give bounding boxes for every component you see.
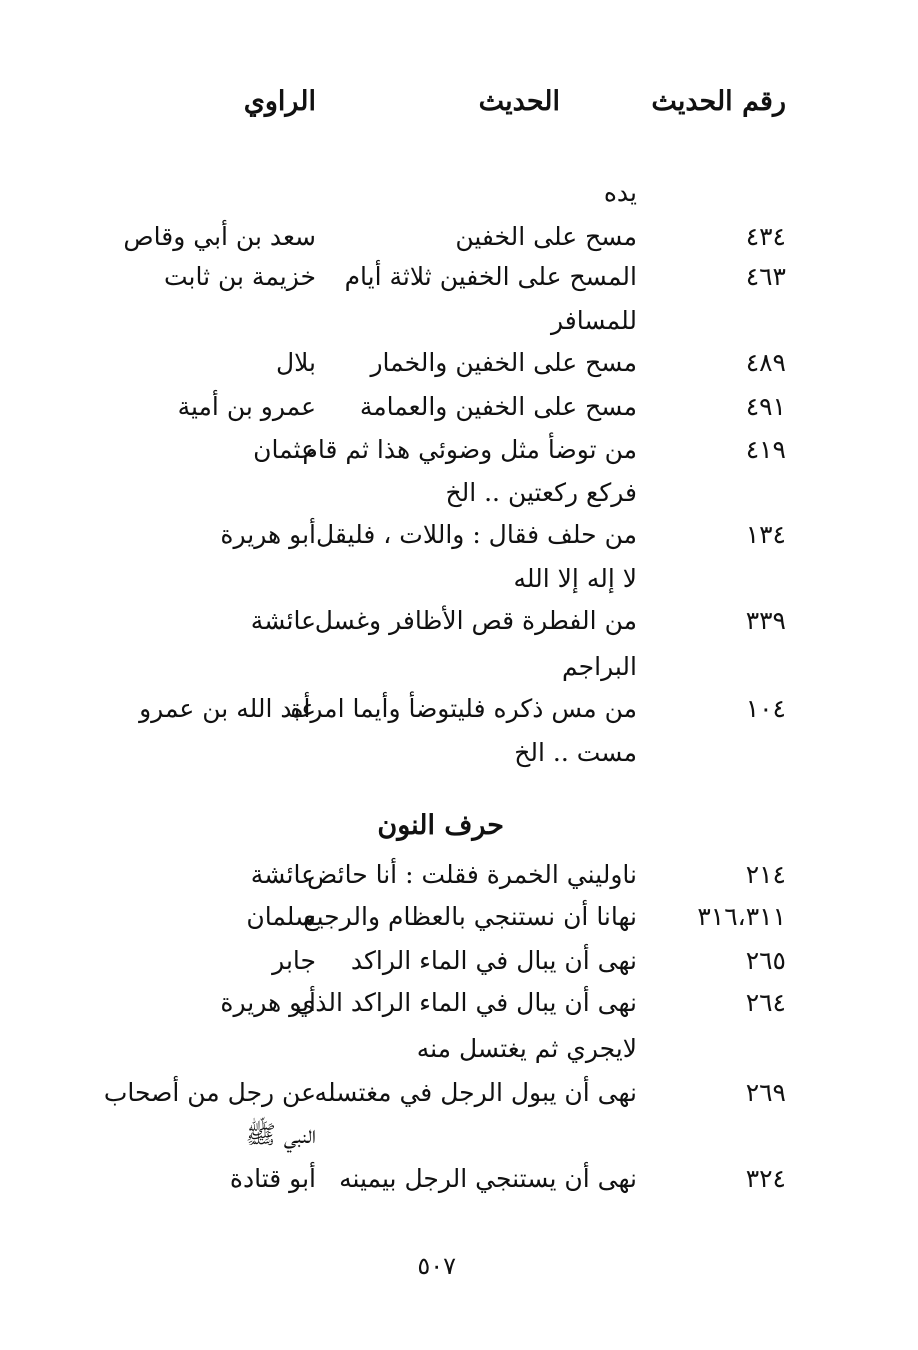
- row-number: ٤٩١: [745, 392, 786, 421]
- row-hadith: نهى أن يستنجي الرجل بيمينه: [339, 1164, 637, 1193]
- row-hadith-continued: لايجري ثم يغتسل منه: [416, 1034, 637, 1063]
- row-number: ١٠٤: [745, 694, 786, 723]
- row-narrator: بلال: [275, 348, 316, 377]
- continuation-text: يده: [603, 178, 637, 207]
- row-narrator: جابر: [272, 946, 316, 975]
- section-title: حرف النون: [377, 810, 504, 841]
- row-narrator: أبو هريرة: [220, 988, 316, 1017]
- row-hadith: نهى أن يبال في الماء الراكد: [350, 946, 637, 975]
- row-narrator: عبد الله بن عمرو: [139, 694, 316, 723]
- row-hadith-continued: البراجم: [562, 652, 637, 681]
- row-hadith-continued: لا إله إلا الله: [513, 564, 637, 593]
- page-number: ٥٠٧: [417, 1252, 456, 1280]
- row-number: ٢١٤: [745, 860, 786, 889]
- row-hadith: نهى أن يبال في الماء الراكد الذي: [295, 988, 637, 1017]
- row-number: ٢٦٥: [745, 946, 786, 975]
- row-hadith-continued: مست .. الخ: [514, 738, 637, 767]
- row-narrator-continued: النبي ﷺ: [245, 1120, 316, 1149]
- row-hadith: مسح على الخفين والخمار: [370, 348, 637, 377]
- row-number: ٤٦٣: [745, 262, 786, 291]
- header-number: رقم الحديث: [651, 86, 786, 117]
- row-narrator: عمرو بن أمية: [177, 392, 316, 421]
- row-hadith: من مس ذكره فليتوضأ وأيما امرأة: [290, 694, 637, 723]
- row-narrator: خزيمة بن ثابت: [163, 262, 316, 291]
- row-narrator: أبو هريرة: [220, 520, 316, 549]
- row-narrator: عثمان: [253, 435, 316, 464]
- row-narrator: عائشة: [250, 860, 316, 889]
- row-hadith: نهى أن يبول الرجل في مغتسله: [314, 1078, 637, 1107]
- header-hadith: الحديث: [478, 86, 560, 117]
- row-hadith: ناوليني الخمرة فقلت : أنا حائض: [307, 860, 637, 889]
- row-number: ٣٣٩: [745, 606, 786, 635]
- row-number: ٣٢٤: [745, 1164, 786, 1193]
- row-number: ٣١٦،٣١١: [697, 902, 786, 931]
- row-hadith: من الفطرة قص الأظافر وغسل: [314, 606, 637, 635]
- header-narrator: الراوي: [243, 86, 316, 117]
- row-hadith-continued: فركع ركعتين .. الخ: [445, 478, 637, 507]
- row-hadith-continued: للمسافر: [550, 306, 637, 335]
- row-narrator: عائشة: [250, 606, 316, 635]
- row-narrator: سلمان: [246, 902, 316, 931]
- row-narrator: عن رجل من أصحاب: [103, 1078, 316, 1107]
- row-hadith: المسح على الخفين ثلاثة أيام: [344, 262, 637, 291]
- row-number: ٤١٩: [745, 435, 786, 464]
- row-number: ١٣٤: [745, 520, 786, 549]
- row-hadith: من حلف فقال : واللات ، فليقل: [315, 520, 637, 549]
- row-hadith: مسح على الخفين: [455, 222, 637, 251]
- row-hadith: مسح على الخفين والعمامة: [359, 392, 637, 421]
- row-number: ٢٦٤: [745, 988, 786, 1017]
- row-number: ٤٨٩: [745, 348, 786, 377]
- row-hadith: نهانا أن نستنجي بالعظام والرجيع: [303, 902, 637, 931]
- row-hadith: من توضأ مثل وضوئي هذا ثم قام: [302, 435, 637, 464]
- row-narrator: سعد بن أبي وقاص: [123, 222, 316, 251]
- row-number: ٤٣٤: [745, 222, 786, 251]
- row-number: ٢٦٩: [745, 1078, 786, 1107]
- row-narrator: أبو قتادة: [229, 1164, 316, 1193]
